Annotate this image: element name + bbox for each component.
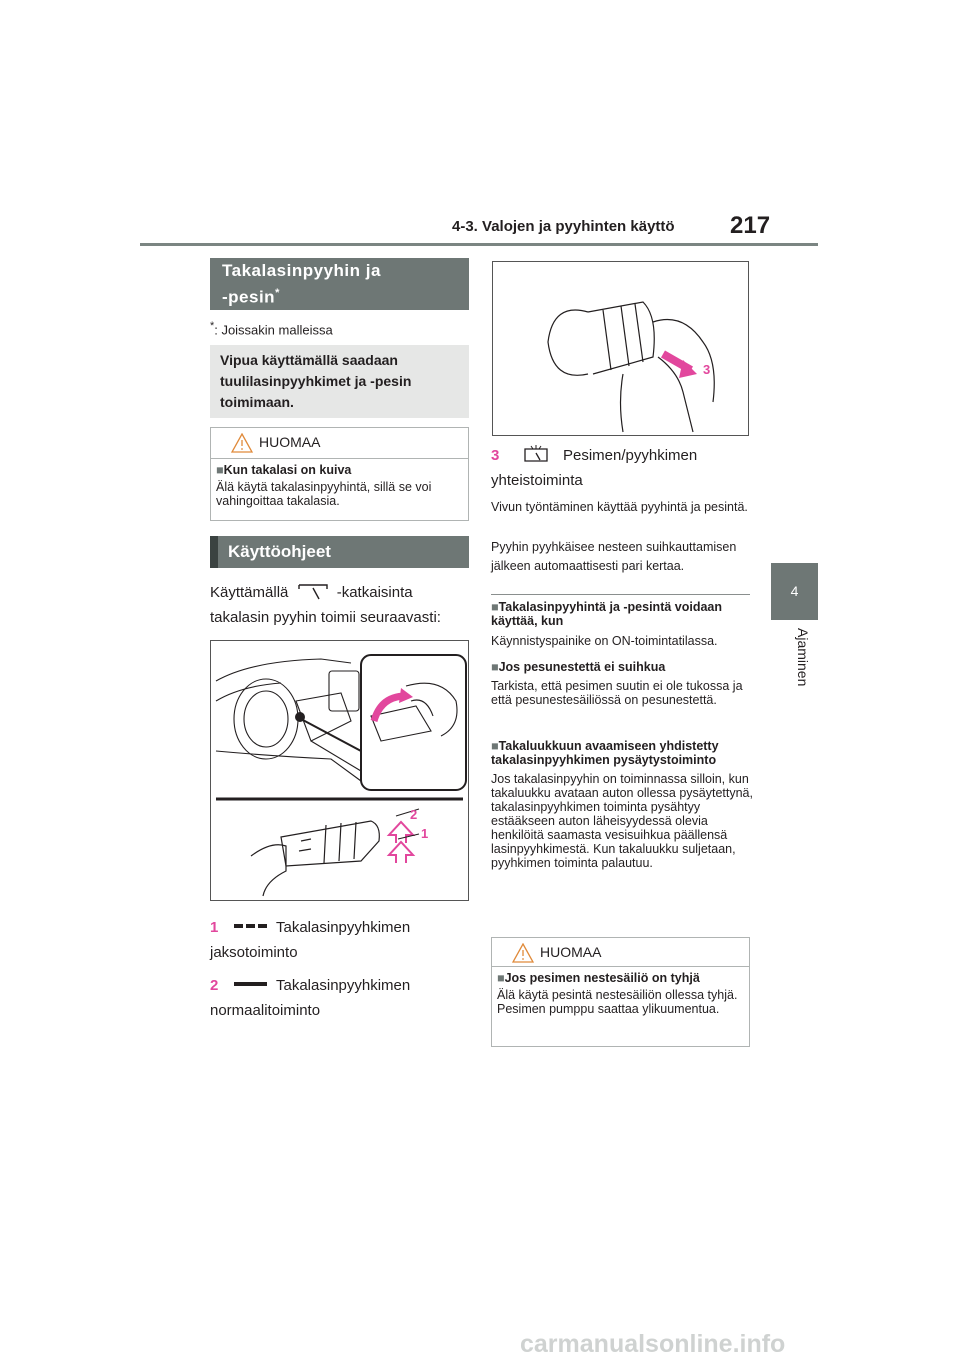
footnote-asterisk: * xyxy=(210,320,215,332)
item-text: Pesimen/pyyhkimen yhteistoiminta xyxy=(491,447,698,489)
subsection-body: Käynnistyspainike on ON-toimintatilassa. xyxy=(491,634,718,648)
rear-wiper-switch-icon xyxy=(295,582,331,600)
running-header: 4-3. Valojen ja pyyhinten käyttö xyxy=(452,218,675,235)
chapter-label: Ajaminen xyxy=(795,628,811,687)
subsection-title: Takaluukkuun avaamiseen yhdistetty takalasinpyyhkimen pysäytystoiminto xyxy=(491,739,719,767)
lead-text-before: Käyttämällä xyxy=(210,584,289,601)
footnote-marker: * xyxy=(275,287,280,299)
warning-triangle-icon xyxy=(512,943,534,963)
section-heading-line1: Takalasinpyyhin ja xyxy=(222,261,381,280)
lever-push-illustration xyxy=(493,262,748,435)
item-number: 1 xyxy=(210,919,219,936)
notice-header xyxy=(211,428,468,459)
warning-triangle-icon xyxy=(231,433,253,453)
footnote-text: : Joissakin malleissa xyxy=(214,322,333,338)
figure-label-3: 3 xyxy=(703,362,711,377)
notice-title: HUOMAA xyxy=(259,434,321,450)
rear-wiper-switch-figure xyxy=(210,640,469,901)
subsection-body: Tarkista, että pesimen suutin ei ole tukossa ja että pesunestesäiliössä on pesunestettä. xyxy=(491,679,743,707)
list-item-1 xyxy=(210,915,472,965)
item-number: 3 xyxy=(491,447,500,464)
bullet-square-icon: ■ xyxy=(497,971,505,985)
item-text: Takalasinpyyhkimen jaksotoiminto xyxy=(210,919,411,961)
header-rule xyxy=(140,243,818,246)
divider xyxy=(491,594,750,595)
intro-box: Vipua käyttämällä saadaan tuulilasinpyyhkimet ja -pesin toimimaan. xyxy=(210,345,469,418)
list-item-2 xyxy=(210,973,472,1023)
notice-subtitle: Jos pesimen nestesäiliö on tyhjä xyxy=(504,971,700,985)
notice-body: Älä käytä takalasinpyyhintä, sillä se voi vahingoittaa takalasia. xyxy=(216,480,432,508)
chapter-tab: 4 xyxy=(771,563,818,620)
paragraph-auto-wipe: Pyyhin pyyhkäisee nesteen suihkauttamisen jälkeen automaattisesti pari kertaa. xyxy=(491,540,737,573)
watermark: carmanualsonline.info xyxy=(520,1330,786,1358)
section-heading-instructions: Käyttöohjeet xyxy=(210,536,469,568)
bullet-square-icon: ■ xyxy=(491,600,499,614)
notice-box-empty-reservoir xyxy=(491,937,750,1047)
figure-label-1: 1 xyxy=(421,826,429,841)
notice-subtitle: Kun takalasi on kuiva xyxy=(223,463,352,477)
bullet-square-icon: ■ xyxy=(491,660,499,674)
lead-text-after: -katkaisinta takalasin pyyhin toimii seuraavasti: xyxy=(210,584,441,626)
subsection-no-spray xyxy=(491,660,753,707)
section-heading-rear-wiper xyxy=(210,258,469,310)
instructions-lead xyxy=(210,580,472,630)
section-heading-line2: -pesin xyxy=(222,287,276,307)
bullet-square-icon: ■ xyxy=(491,739,499,753)
intermittent-indicator-icon xyxy=(234,922,270,930)
page-number: 217 xyxy=(730,212,771,239)
notice-body: Älä käytä pesintä nestesäiliön ollessa tyhjä. Pesimen pumppu saattaa ylikuumentua. xyxy=(497,988,738,1016)
figure-label-2: 2 xyxy=(410,807,418,822)
dashboard-illustration xyxy=(211,641,468,900)
item-text: Takalasinpyyhkimen normaalitoiminto xyxy=(210,977,411,1019)
notice-header xyxy=(492,938,749,967)
bullet-square-icon: ■ xyxy=(216,463,224,477)
notice-box-dry-glass xyxy=(210,427,469,521)
list-item-3 xyxy=(491,443,753,493)
continuous-indicator-icon xyxy=(234,980,270,988)
subsection-title: Takalasinpyyhintä ja -pesintä voidaan käyttää, kun xyxy=(491,600,723,628)
notice-title: HUOMAA xyxy=(540,944,602,960)
paragraph-push-lever: Vivun työntäminen käyttää pyyhintä ja pesintä. xyxy=(491,500,748,514)
washer-lever-figure xyxy=(492,261,749,436)
subsection-body: Jos takalasinpyyhin on toiminnassa silloin, kun takaluukku avataan auton ollessa pysäytettynä, takalasinpyyhkimen toiminta pysähtyy estääkseen auton läheisyydessä olevia henkilöitä saamasta vesisuihkua päällensä lasinpyyhkimestä. Kun takaluukku suljetaan, pyyhkimen toiminta palautuu. xyxy=(491,772,753,870)
footnote xyxy=(210,320,333,337)
subsection-title: Jos pesunestettä ei suihkua xyxy=(498,660,666,674)
item-number: 2 xyxy=(210,977,219,994)
subsection-conditions xyxy=(491,600,753,648)
subsection-tailgate-stop xyxy=(491,739,753,870)
washer-spray-icon xyxy=(521,445,551,463)
